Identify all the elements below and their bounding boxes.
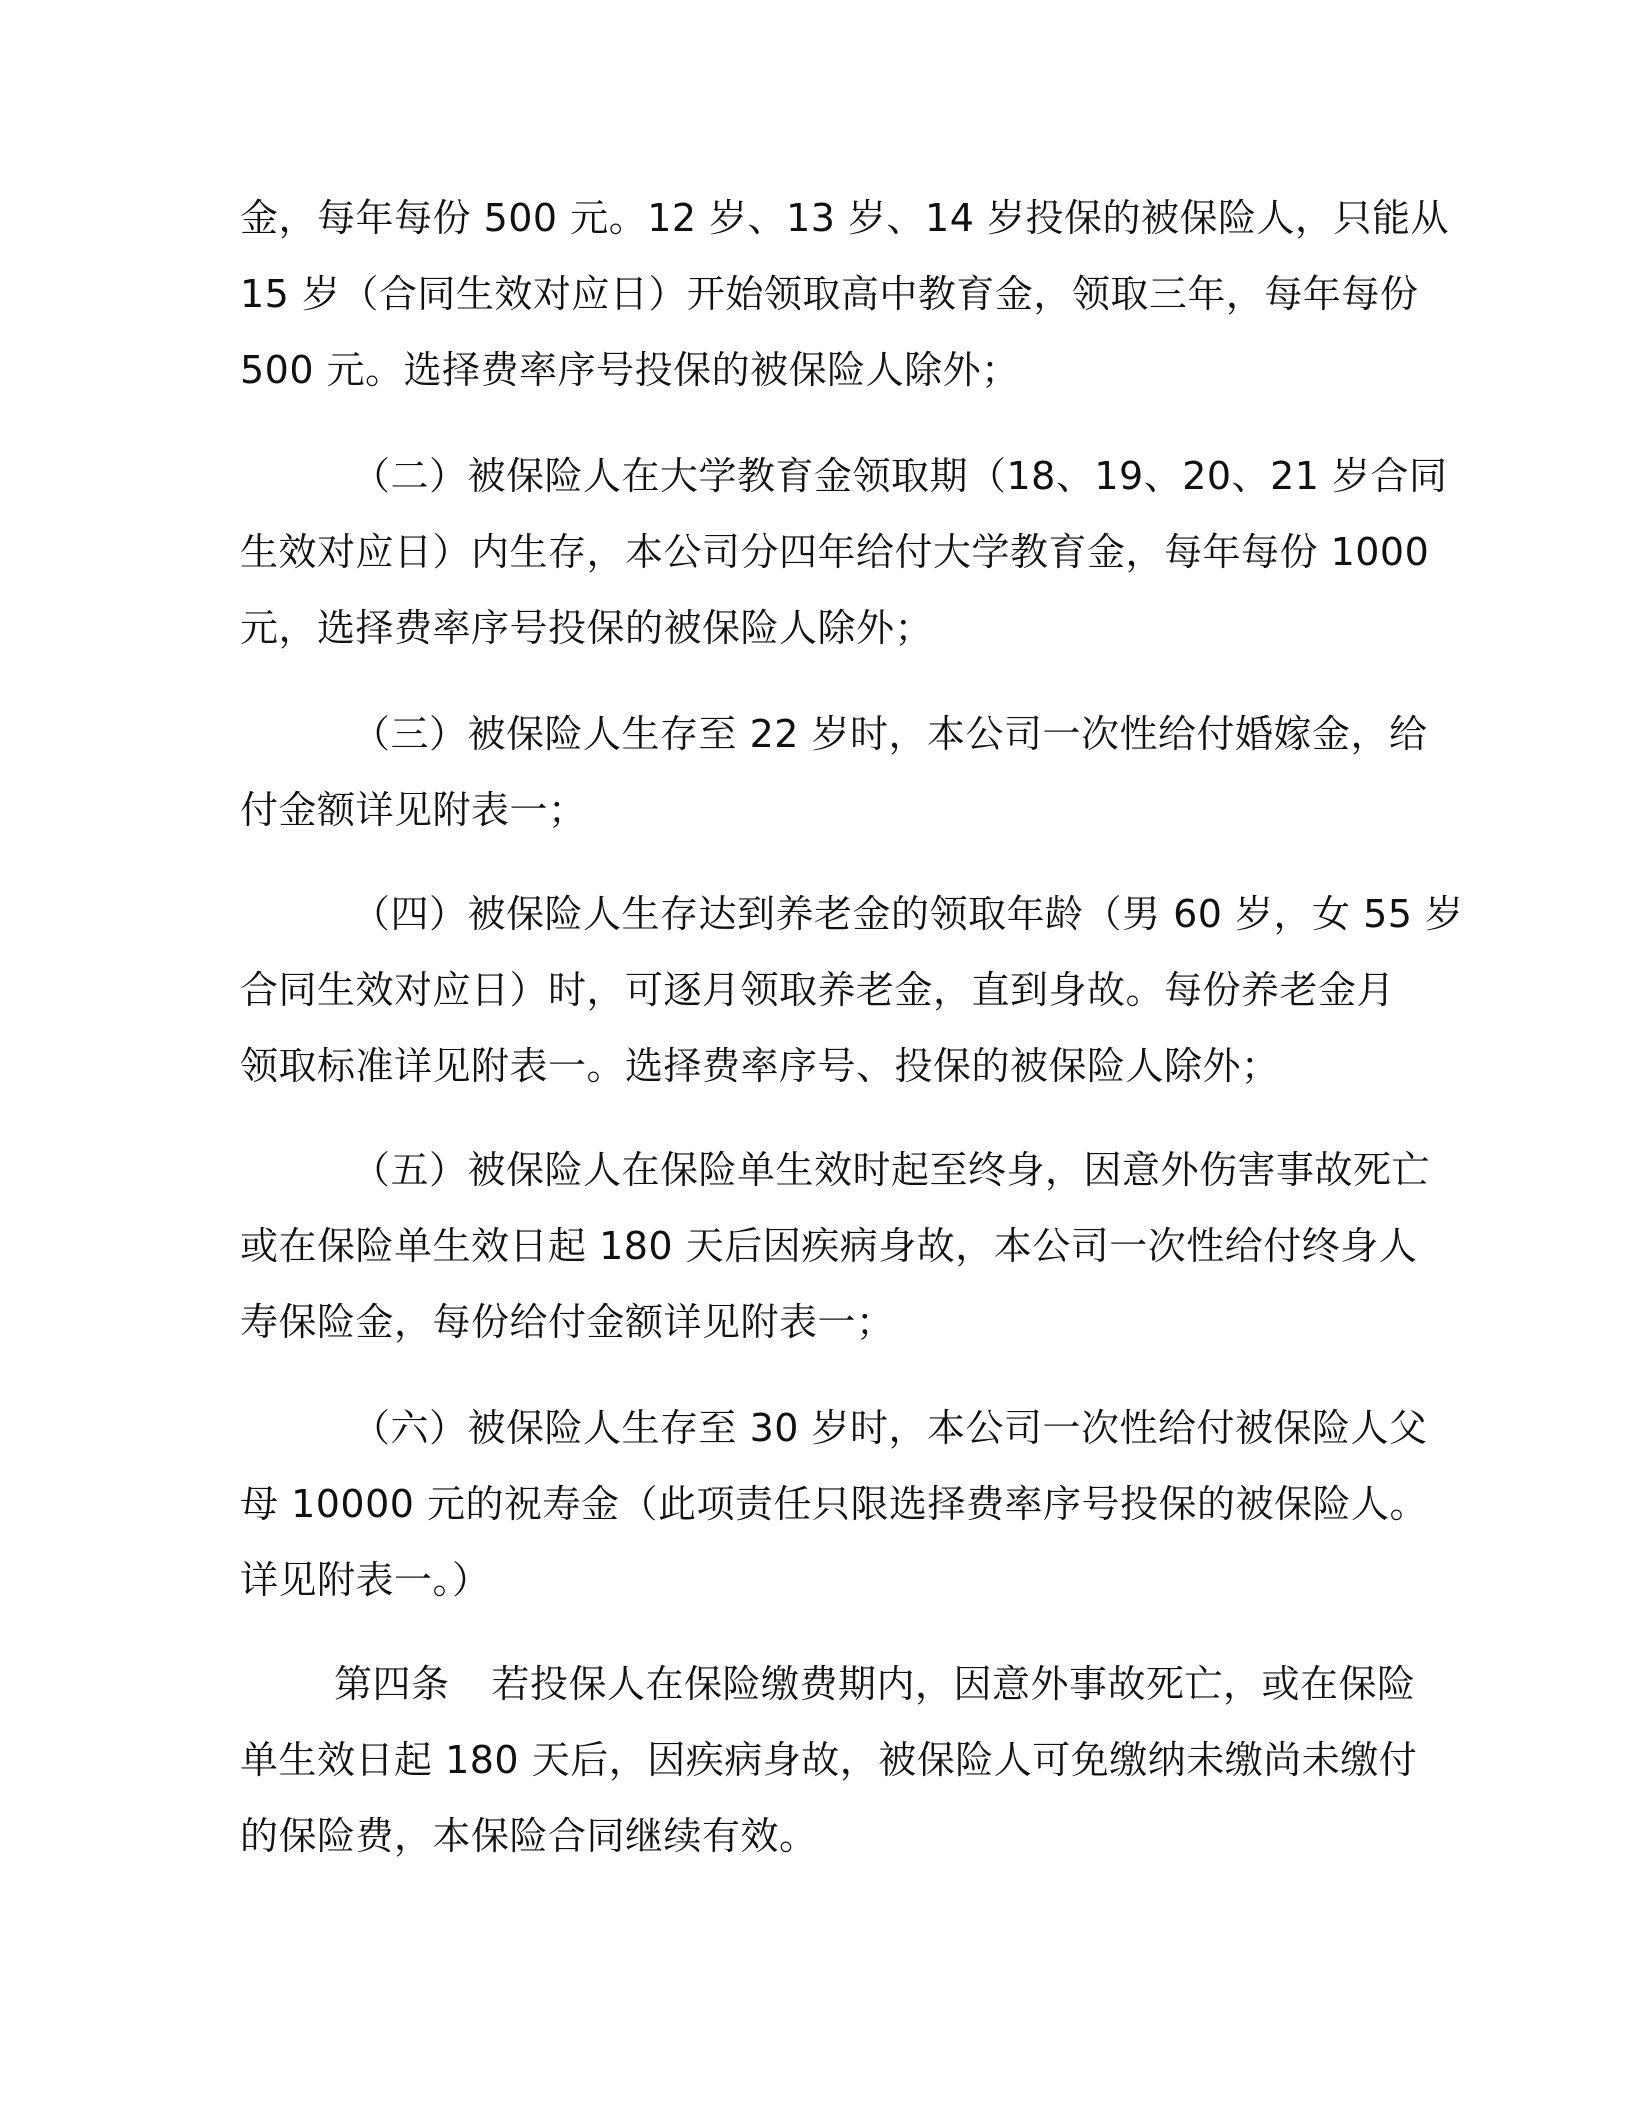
paragraph-4-line-3: 领取标准详见附表一。选择费率序号、投保的被保险人除外；: [240, 1044, 1280, 1088]
paragraph-4-line-2: 合同生效对应日）时，可逐月领取养老金，直到身故。每份养老金月: [240, 968, 1396, 1012]
paragraph-5-line-2: 或在保险单生效日起 180 天后因疾病身故，本公司一次性给付终身人: [240, 1224, 1418, 1268]
paragraph-1-line-3: 500 元。选择费率序号投保的被保险人除外；: [240, 348, 1020, 392]
paragraph-2-line-1: （二）被保险人在大学教育金领取期（18、19、20、21 岁合同: [352, 454, 1448, 498]
article-4-line-3: 的保险费，本保险合同继续有效。: [240, 1814, 818, 1858]
paragraph-2-line-2: 生效对应日）内生存，本公司分四年给付大学教育金，每年每份 1000: [240, 530, 1430, 574]
paragraph-3-line-1: （三）被保险人生存至 22 岁时，本公司一次性给付婚嫁金，给: [352, 712, 1428, 756]
article-4-text: 若投保人在保险缴费期内，因意外事故死亡，或在保险: [491, 1662, 1416, 1706]
paragraph-5-line-1: （五）被保险人在保险单生效时起至终身，因意外伤害事故死亡: [352, 1148, 1431, 1192]
paragraph-5-line-3: 寿保险金，每份给付金额详见附表一；: [240, 1300, 895, 1344]
paragraph-1-line-2: 15 岁（合同生效对应日）开始领取高中教育金，领取三年，每年每份: [240, 272, 1419, 316]
paragraph-6-line-2: 母 10000 元的祝寿金（此项责任只限选择费率序号投保的被保险人。: [240, 1482, 1429, 1526]
paragraph-4-line-1: （四）被保险人生存达到养老金的领取年龄（男 60 岁，女 55 岁: [352, 892, 1464, 936]
paragraph-6-line-1: （六）被保险人生存至 30 岁时，本公司一次性给付被保险人父: [352, 1406, 1428, 1450]
article-4-line-1: [334, 1654, 1416, 1714]
article-4-label: 第四条: [334, 1662, 450, 1706]
paragraph-3-line-2: 付金额详见附表一；: [240, 788, 587, 832]
paragraph-6-line-3: 详见附表一。）: [240, 1558, 491, 1602]
paragraph-1-line-1: 金，每年每份 500 元。12 岁、13 岁、14 岁投保的被保险人，只能从: [240, 196, 1449, 240]
article-4-line-2: 单生效日起 180 天后，因疾病身故，被保险人可免缴纳未缴尚未缴付: [240, 1738, 1418, 1782]
paragraph-2-line-3: 元，选择费率序号投保的被保险人除外；: [240, 606, 934, 650]
